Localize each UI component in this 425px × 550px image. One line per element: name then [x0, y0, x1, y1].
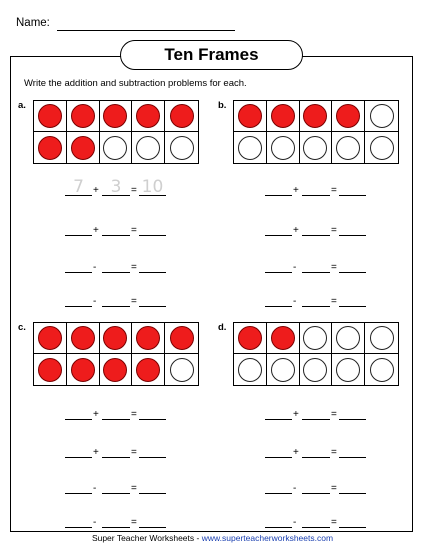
ten-frame-cell	[365, 323, 398, 354]
ten-frame-cell	[300, 101, 333, 132]
answer-blank[interactable]	[302, 527, 330, 528]
equals-sign: =	[331, 296, 337, 307]
equation-row	[65, 517, 180, 531]
operator: +	[293, 185, 299, 196]
empty-counter	[370, 104, 394, 128]
answer-blank[interactable]	[139, 235, 166, 236]
ten-frame-cell	[165, 101, 198, 132]
answer-blank[interactable]	[65, 306, 92, 307]
instructions: Write the addition and subtraction problems for each.	[24, 78, 247, 89]
empty-counter	[103, 136, 127, 160]
equals-sign: =	[131, 262, 137, 273]
ten-frame-cell	[100, 323, 133, 354]
ten-frame-cell	[300, 354, 333, 385]
answer-blank[interactable]	[265, 457, 292, 458]
ten-frame-cell	[332, 101, 365, 132]
answer-blank[interactable]	[65, 493, 92, 494]
empty-counter	[370, 136, 394, 160]
answer-blank[interactable]	[339, 272, 366, 273]
filled-counter	[71, 136, 95, 160]
equation-row	[65, 447, 180, 461]
answer-blank[interactable]	[102, 235, 130, 236]
ten-frame-cell	[267, 132, 300, 163]
ten-frame-cell	[365, 101, 398, 132]
answer-blank[interactable]	[139, 493, 166, 494]
ten-frame	[233, 100, 399, 164]
ten-frame-cell	[34, 354, 67, 385]
ten-frame-cell	[100, 354, 133, 385]
equals-sign: =	[331, 185, 337, 196]
answer-blank[interactable]	[65, 527, 92, 528]
equals-sign: =	[331, 447, 337, 458]
operator: -	[93, 483, 97, 494]
answer-blank[interactable]	[302, 195, 330, 196]
ten-frame-cell	[234, 354, 267, 385]
answer-blank[interactable]	[265, 527, 292, 528]
filled-counter	[103, 326, 127, 350]
answer-blank[interactable]	[265, 235, 292, 236]
footer-link[interactable]: www.superteacherworksheets.com	[201, 533, 334, 543]
equals-sign: =	[131, 296, 137, 307]
answer-blank[interactable]	[65, 419, 92, 420]
equation-row	[265, 447, 380, 461]
answer-blank[interactable]	[339, 235, 366, 236]
answer-blank[interactable]	[65, 235, 92, 236]
footer	[0, 533, 425, 543]
ten-frame-cell	[165, 132, 198, 163]
ten-frame-cell	[132, 101, 165, 132]
equals-sign: =	[331, 225, 337, 236]
filled-counter	[238, 326, 262, 350]
ten-frame-cell	[100, 132, 133, 163]
answer-blank[interactable]	[139, 457, 166, 458]
equals-sign: =	[331, 262, 337, 273]
equation-row	[65, 409, 180, 423]
operator: -	[93, 517, 97, 528]
example-number: 7	[73, 177, 84, 197]
answer-blank[interactable]	[139, 419, 166, 420]
filled-counter	[103, 358, 127, 382]
filled-counter	[71, 326, 95, 350]
ten-frame-cell	[165, 323, 198, 354]
filled-counter	[136, 326, 160, 350]
answer-blank[interactable]	[65, 457, 92, 458]
operator: +	[93, 447, 99, 458]
ten-frame-cell	[300, 132, 333, 163]
filled-counter	[170, 104, 194, 128]
empty-counter	[303, 136, 327, 160]
section-label: d.	[218, 322, 227, 333]
answer-blank[interactable]	[339, 306, 366, 307]
filled-counter	[38, 358, 62, 382]
filled-counter	[170, 326, 194, 350]
ten-frame-cell	[234, 132, 267, 163]
equation-row	[265, 262, 380, 276]
ten-frame-cell	[67, 101, 100, 132]
ten-frame-cell	[132, 354, 165, 385]
operator: +	[93, 225, 99, 236]
answer-blank[interactable]	[265, 306, 292, 307]
answer-blank[interactable]	[265, 493, 292, 494]
operator: -	[293, 517, 297, 528]
ten-frame-cell	[234, 101, 267, 132]
filled-counter	[238, 104, 262, 128]
filled-counter	[303, 104, 327, 128]
equation-row	[265, 225, 380, 239]
operator: -	[93, 262, 97, 273]
answer-blank[interactable]	[339, 527, 366, 528]
filled-counter	[71, 358, 95, 382]
equation-row	[65, 483, 180, 497]
filled-counter	[136, 358, 160, 382]
filled-counter	[336, 104, 360, 128]
ten-frame-cell	[332, 323, 365, 354]
ten-frame-cell	[267, 354, 300, 385]
ten-frame-cell	[34, 101, 67, 132]
empty-counter	[303, 358, 327, 382]
answer-blank[interactable]	[302, 272, 330, 273]
answer-blank[interactable]	[302, 419, 330, 420]
ten-frame	[33, 322, 199, 386]
answer-blank[interactable]	[102, 419, 130, 420]
ten-frame-cell	[365, 354, 398, 385]
equation-row	[265, 409, 380, 423]
equals-sign: =	[331, 409, 337, 420]
ten-frame-cell	[165, 354, 198, 385]
filled-counter	[103, 104, 127, 128]
ten-frame-cell	[34, 132, 67, 163]
filled-counter	[71, 104, 95, 128]
answer-blank[interactable]	[302, 457, 330, 458]
section-label: a.	[18, 100, 26, 111]
answer-blank[interactable]	[102, 527, 130, 528]
answer-blank[interactable]	[102, 306, 130, 307]
equation-row	[65, 177, 180, 199]
answer-blank[interactable]	[102, 457, 130, 458]
filled-counter	[38, 136, 62, 160]
filled-counter	[271, 104, 295, 128]
operator: +	[293, 409, 299, 420]
operator: -	[93, 296, 97, 307]
footer-text: Super Teacher Worksheets -	[91, 533, 202, 543]
equals-sign: =	[131, 185, 137, 196]
operator: -	[293, 296, 297, 307]
answer-blank[interactable]	[102, 272, 130, 273]
answer-blank[interactable]	[265, 272, 292, 273]
equation-row	[65, 262, 180, 276]
equation-row	[265, 517, 380, 531]
answer-blank[interactable]	[139, 272, 166, 273]
empty-counter	[336, 326, 360, 350]
empty-counter	[336, 358, 360, 382]
answer-blank[interactable]	[339, 457, 366, 458]
operator: -	[293, 483, 297, 494]
equals-sign: =	[131, 409, 137, 420]
answer-blank[interactable]	[302, 235, 330, 236]
answer-blank[interactable]	[302, 493, 330, 494]
equals-sign: =	[131, 517, 137, 528]
equals-sign: =	[131, 483, 137, 494]
ten-frame-cell	[132, 323, 165, 354]
equation-row	[265, 296, 380, 310]
section-label: c.	[18, 322, 26, 333]
answer-blank[interactable]	[265, 195, 292, 196]
operator: +	[293, 225, 299, 236]
empty-counter	[336, 136, 360, 160]
empty-counter	[136, 136, 160, 160]
ten-frame-cell	[67, 132, 100, 163]
ten-frame-cell	[267, 101, 300, 132]
ten-frame-cell	[267, 323, 300, 354]
ten-frame-cell	[34, 323, 67, 354]
answer-blank[interactable]	[139, 306, 166, 307]
filled-counter	[271, 326, 295, 350]
equation-row	[65, 296, 180, 310]
filled-counter	[136, 104, 160, 128]
example-number: 10	[141, 177, 164, 197]
filled-counter	[38, 104, 62, 128]
answer-blank[interactable]	[265, 419, 292, 420]
empty-counter	[370, 358, 394, 382]
answer-blank[interactable]	[139, 527, 166, 528]
equation-row	[65, 225, 180, 239]
page-title: Ten Frames	[120, 40, 303, 70]
answer-blank[interactable]	[65, 272, 92, 273]
equals-sign: =	[331, 517, 337, 528]
ten-frame-cell	[300, 323, 333, 354]
empty-counter	[170, 358, 194, 382]
operator: +	[93, 409, 99, 420]
operator: +	[93, 185, 99, 196]
answer-blank[interactable]	[102, 493, 130, 494]
ten-frame-cell	[234, 323, 267, 354]
ten-frame	[233, 322, 399, 386]
empty-counter	[303, 326, 327, 350]
filled-counter	[38, 326, 62, 350]
name-label: Name:	[16, 17, 50, 29]
answer-blank[interactable]	[302, 306, 330, 307]
example-number: 3	[110, 177, 122, 197]
answer-blank[interactable]	[339, 493, 366, 494]
ten-frame-cell	[332, 354, 365, 385]
ten-frame-cell	[67, 354, 100, 385]
equation-row	[265, 483, 380, 497]
empty-counter	[271, 358, 295, 382]
empty-counter	[238, 358, 262, 382]
empty-counter	[370, 326, 394, 350]
ten-frame	[33, 100, 199, 164]
operator: -	[293, 262, 297, 273]
ten-frame-cell	[332, 132, 365, 163]
empty-counter	[271, 136, 295, 160]
equals-sign: =	[331, 483, 337, 494]
ten-frame-cell	[67, 323, 100, 354]
empty-counter	[238, 136, 262, 160]
ten-frame-cell	[132, 132, 165, 163]
ten-frame-cell	[365, 132, 398, 163]
ten-frame-cell	[100, 101, 133, 132]
equals-sign: =	[131, 447, 137, 458]
equation-row	[265, 185, 380, 199]
answer-blank[interactable]	[339, 195, 366, 196]
answer-blank[interactable]	[339, 419, 366, 420]
empty-counter	[170, 136, 194, 160]
section-label: b.	[218, 100, 227, 111]
name-line	[57, 30, 235, 31]
equals-sign: =	[131, 225, 137, 236]
operator: +	[293, 447, 299, 458]
